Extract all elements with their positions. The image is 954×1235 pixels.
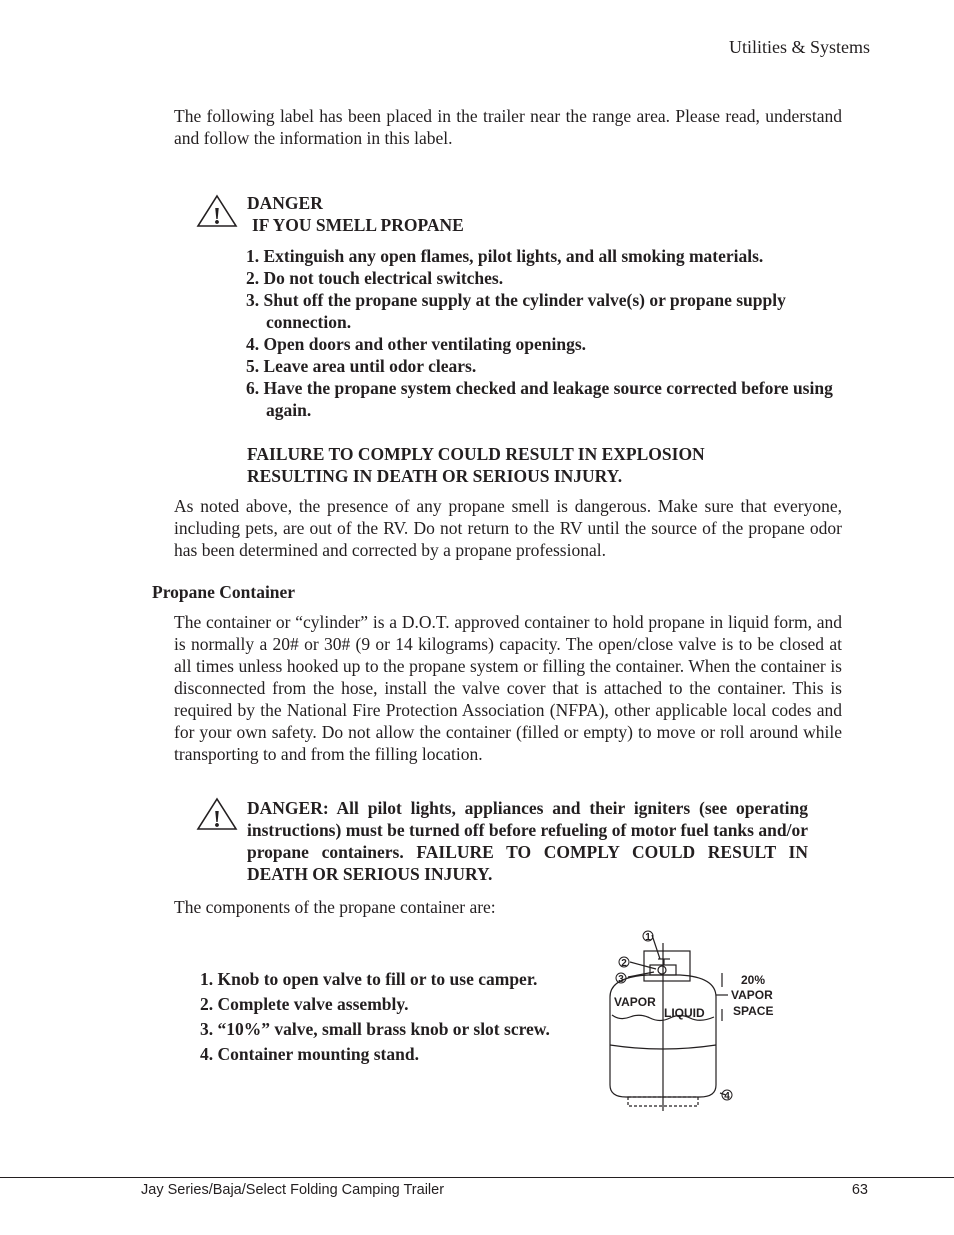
svg-text:!: ! <box>213 204 221 228</box>
danger-steps-list <box>246 245 846 421</box>
liquid-label: LIQUID <box>664 1006 705 1020</box>
warning-triangle-icon <box>196 194 238 228</box>
footer-title: Jay Series/Baja/Select Folding Camping Trailer <box>141 1182 445 1198</box>
list-item: 4. Container mounting stand. <box>200 1044 419 1064</box>
refueling-danger-text: DANGER: All pilot lights, appliances and their igniters (see operating instructions) must be turned off before refueling of motor fuel tanks and/or propane containers. FAILURE TO COMPLY COULD RESULT IN DEATH OR SERIOUS INJURY. <box>247 798 808 884</box>
callout-4: 4 <box>724 1091 730 1102</box>
list-item: 2. Complete valve assembly. <box>200 994 409 1014</box>
vapor-label: VAPOR <box>614 995 656 1009</box>
list-item: 6. Have the propane system checked and leakage source corrected before using again. <box>246 378 833 420</box>
list-item: 1. Knob to open valve to fill or to use camper. <box>200 969 538 989</box>
callout-1: 1 <box>645 932 651 943</box>
vapor-space-percent: 20% <box>741 973 766 987</box>
list-item: 1. Extinguish any open flames, pilot lights, and all smoking materials. <box>246 246 764 266</box>
page-number: 63 <box>851 1182 868 1198</box>
vapor-space-label-1: VAPOR <box>731 988 773 1002</box>
callout-3: 3 <box>618 974 624 985</box>
components-list <box>200 967 550 1067</box>
propane-smell-paragraph: As noted above, the presence of any propane smell is dangerous. Make sure that everyone, including pets, are out of the RV. Do not return to the RV until the source of the propane odor has been determined and corrected by a propane professional. <box>174 496 842 560</box>
intro-paragraph: The following label has been placed in the trailer near the range area. Please read, understand and follow the information in this label. <box>174 106 842 148</box>
list-item: 4. Open doors and other ventilating openings. <box>246 334 587 354</box>
list-item: 3. “10%” valve, small brass knob or slot screw. <box>200 1019 550 1039</box>
danger-title: DANGER <box>247 193 323 213</box>
callout-2: 2 <box>621 958 627 969</box>
footer-divider <box>0 1177 954 1178</box>
failure-warning-line2: RESULTING IN DEATH OR SERIOUS INJURY. <box>247 466 623 486</box>
propane-cylinder-diagram <box>600 925 800 1115</box>
danger-subtitle: IF YOU SMELL PROPANE <box>252 215 464 235</box>
svg-text:!: ! <box>213 807 221 831</box>
warning-triangle-icon <box>196 797 238 831</box>
running-header: Utilities & Systems <box>728 37 870 57</box>
list-item: 5. Leave area until odor clears. <box>246 356 477 376</box>
list-item: 3. Shut off the propane supply at the cylinder valve(s) or propane supply connection. <box>246 290 786 332</box>
container-paragraph: The container or “cylinder” is a D.O.T. approved container to hold propane in liquid form, and is normally a 20# or 30# (9 or 14 kilograms) capacity. The open/close valve is to be closed at all times unless hooked up to the propane system or filling the container. When the container is disconnected from the hose, install the valve cover that is attached to the container. This is required by the National Fire Protection Association (NFPA), other applicable local codes and for your own safety. Do not allow the container (filled or empty) to move or roll around while transporting to and from the filling location. <box>174 612 842 764</box>
list-item: 2. Do not touch electrical switches. <box>246 268 504 288</box>
section-heading: Propane Container <box>152 582 296 602</box>
components-intro: The components of the propane container are: <box>174 897 496 917</box>
failure-warning-line1: FAILURE TO COMPLY COULD RESULT IN EXPLOSION <box>247 444 705 464</box>
vapor-space-label-2: SPACE <box>733 1004 774 1018</box>
